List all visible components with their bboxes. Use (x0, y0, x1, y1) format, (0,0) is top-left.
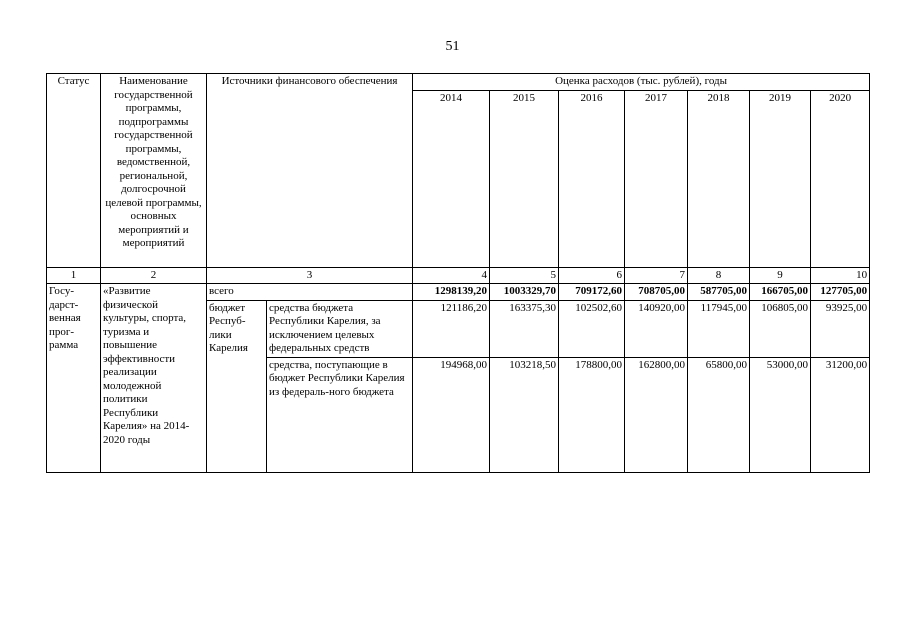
value-cell: 178800,00 (559, 357, 625, 472)
col-number: 6 (559, 267, 625, 284)
value-cell: 121186,20 (413, 300, 490, 357)
col-number: 7 (625, 267, 688, 284)
col-number: 3 (207, 267, 413, 284)
total-value: 709172,60 (559, 284, 625, 301)
col-number: 8 (688, 267, 750, 284)
total-value: 127705,00 (811, 284, 870, 301)
program-name: «Развитие физической культуры, спорта, туризма и повышение эффективности реализации молодежной политики Республики Карелия» на 2014-2020 годы (101, 284, 207, 473)
col-number: 4 (413, 267, 490, 284)
value-cell: 194968,00 (413, 357, 490, 472)
year-cell: 2018 (688, 90, 750, 267)
budget-label: бюджет Респуб-лики Карелия (207, 300, 267, 472)
value-cell: 65800,00 (688, 357, 750, 472)
header-estimate: Оценка расходов (тыс. рублей), годы (413, 74, 870, 91)
value-cell: 102502,60 (559, 300, 625, 357)
col-number: 10 (811, 267, 870, 284)
total-value: 1298139,20 (413, 284, 490, 301)
page-number: 51 (445, 39, 460, 54)
header-status: Статус (47, 74, 101, 268)
value-cell: 31200,00 (811, 357, 870, 472)
header-sources: Источники финансового обеспечения (207, 74, 413, 268)
value-cell: 53000,00 (750, 357, 811, 472)
expenditure-table (46, 73, 870, 473)
year-cell: 2015 (490, 90, 559, 267)
total-value: 1003329,70 (490, 284, 559, 301)
year-cell: 2017 (625, 90, 688, 267)
total-label: всего (207, 284, 413, 301)
col-number: 5 (490, 267, 559, 284)
value-cell: 140920,00 (625, 300, 688, 357)
year-cell: 2016 (559, 90, 625, 267)
source-label: средства, поступающие в бюджет Республики Карелия из федераль-ного бюджета (267, 357, 413, 472)
col-number: 2 (101, 267, 207, 284)
total-value: 166705,00 (750, 284, 811, 301)
value-cell: 93925,00 (811, 300, 870, 357)
col-number: 1 (47, 267, 101, 284)
value-cell: 163375,30 (490, 300, 559, 357)
program-status: Госу-дарст-венная прог-рамма (47, 284, 101, 473)
year-cell: 2019 (750, 90, 811, 267)
total-row (47, 284, 870, 301)
year-cell: 2014 (413, 90, 490, 267)
value-cell: 117945,00 (688, 300, 750, 357)
total-value: 708705,00 (625, 284, 688, 301)
col-number: 9 (750, 267, 811, 284)
value-cell: 103218,50 (490, 357, 559, 472)
source-label: средства бюджета Республики Карелия, за исключением целевых федеральных средств (267, 300, 413, 357)
total-value: 587705,00 (688, 284, 750, 301)
header-row (47, 74, 870, 91)
column-number-row (47, 267, 870, 284)
value-cell: 106805,00 (750, 300, 811, 357)
header-name: Наименование государственной программы, подпрограммы государственной программы, ведомственной, региональной, долгосрочной целевой программы, основных мероприятий и мероприятий (101, 74, 207, 268)
year-cell: 2020 (811, 90, 870, 267)
value-cell: 162800,00 (625, 357, 688, 472)
